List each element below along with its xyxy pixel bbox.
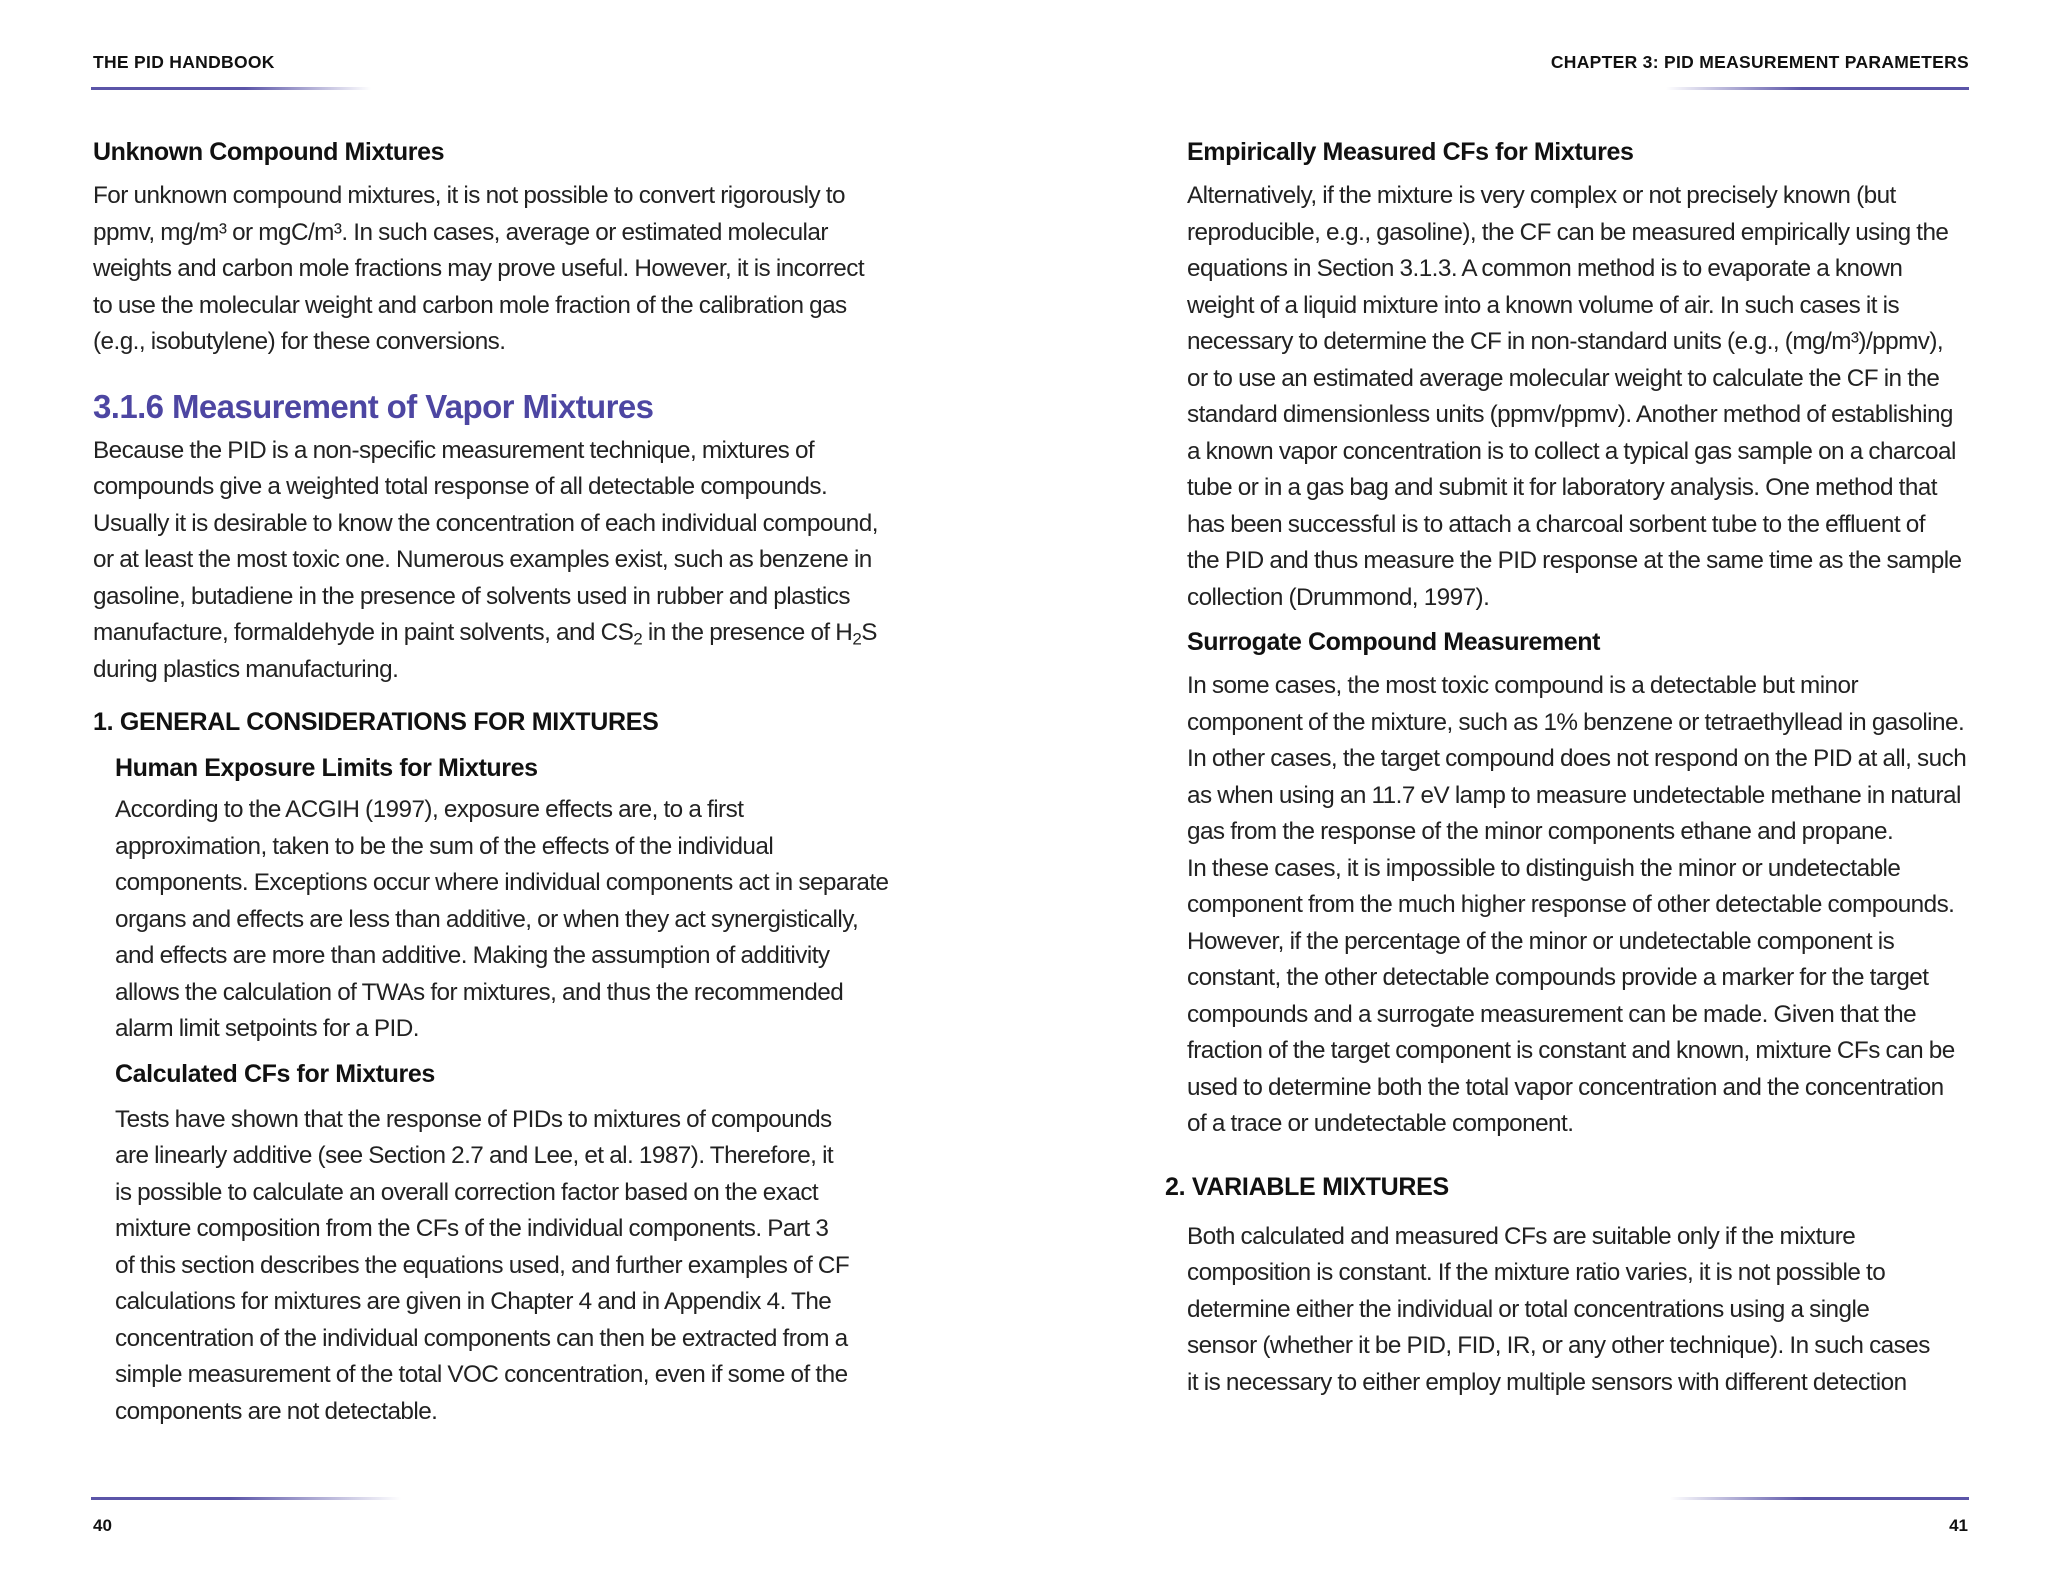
unknown-mixtures-paragraph: For unknown compound mixtures, it is not possible to convert rigorously to ppmv, mg/m³ or mgC/m³. In such cases, average or estimated molecular weights and carbon mole fractions may prove useful. However, it is incorrect to use the molecular weight and carbon mole fraction of the calibration gas (e.g., isobutylene) for these conversions.	[93, 182, 865, 355]
empirical-cfs-heading: Empirically Measured CFs for Mixtures	[1187, 138, 1634, 166]
exposure-limits-heading: Human Exposure Limits for Mixtures	[115, 754, 538, 782]
exposure-limits-paragraph: According to the ACGIH (1997), exposure effects are, to a first approximation, taken to be the sum of the effects of the individual components. Exceptions occur where individual components act in separate organs and effects are less than additive, or when they act synergistically, and effects are more than additive. Making the assumption of additivity allows the calculation of TWAs for mixtures, and thus the recommended alarm limit setpoints for a PID.	[115, 796, 889, 1042]
footer-rule-left	[91, 1497, 401, 1500]
left-page-column	[93, 132, 893, 1430]
running-header-left: THE PID HANDBOOK	[93, 52, 275, 72]
empirical-cfs-paragraph: Alternatively, if the mixture is very complex or not precisely known (but reproducible, e.g., gasoline), the CF can be measured empirically using the equations in Section 3.1.3. A common method is to evaporate a known weight of a liquid mixture into a known volume of air. In such cases it is necessary to determine the CF in non-standard units (e.g., (mg/m³)/ppmv), or to use an estimated average molecular weight to calculate the CF in the standard dimensionless units (ppmv/ppmv). Another method of establishing a known vapor concentration is to collect a typical gas sample on a charcoal tube or in a gas bag and submit it for laboratory analysis. One method that has been successful is to attach a charcoal sorbent tube to the effluent of the PID and thus measure the PID response at the same time as the sample collection (Drummond, 1997).	[1187, 182, 1962, 611]
header-rule-right	[1666, 87, 1969, 90]
calculated-cfs-paragraph: Tests have shown that the response of PIDs to mixtures of compounds are linearly additive (see Section 2.7 and Lee, et al. 1987). Therefore, it is possible to calculate an overall correction factor based on the exact mixture composition from the CFs of the individual components. Part 3 of this section describes the equations used, and further examples of CF calculations for mixtures are given in Chapter 4 and in Appendix 4. The concentration of the individual components can then be extracted from a simple measurement of the total VOC concentration, even if some of the components are not detectable.	[115, 1105, 850, 1425]
vapor-mixtures-paragraph: Because the PID is a non-specific measurement technique, mixtures of compounds give a weighted total response of all detectable compounds. Usually it is desirable to know the concentration of each individual compound, or at least the most toxic one. Numerous examples exist, such as benzene in gasoline, butadiene in the presence of solvents used in rubber and plastics manufacture, formaldehyde in paint solvents, and $CS_2$ in the presence of $H_2S$ during plastics manufacturing.	[93, 436, 878, 683]
footer-rule-right	[1670, 1497, 1969, 1500]
variable-mixtures-heading: 2. VARIABLE MIXTURES	[1165, 1172, 1449, 1201]
page-number-right: 41	[1949, 1516, 1968, 1535]
variable-mixtures-paragraph: Both calculated and measured CFs are suitable only if the mixture composition is constant. If the mixture ratio varies, it is not possible to determine either the individual or total concentrations using a single sensor (whether it be PID, FID, IR, or any other technique). In such cases it is necessary to either employ multiple sensors with different detection	[1187, 1222, 1930, 1396]
general-considerations-body	[115, 748, 893, 1430]
general-considerations-heading: 1. GENERAL CONSIDERATIONS FOR MIXTURES	[93, 708, 659, 736]
page-number-left: 40	[93, 1516, 112, 1535]
unknown-mixtures-heading: Unknown Compound Mixtures	[93, 138, 445, 166]
calculated-cfs-heading: Calculated CFs for Mixtures	[115, 1059, 435, 1088]
surrogate-heading: Surrogate Compound Measurement	[1187, 628, 1601, 656]
running-header-right: CHAPTER 3: PID MEASUREMENT PARAMETERS	[1550, 52, 1969, 72]
header-rule-left	[91, 87, 371, 90]
right-page-column	[1165, 132, 1977, 1401]
surrogate-paragraph: In some cases, the most toxic compound is a detectable but minor component of the mixture, such as 1% benzene or tetraethyllead in gasoline. In other cases, the target compound does not respond on the PID at all, such as when using an 11.7 eV lamp to measure undetectable methane in natural gas from the response of the minor components ethane and propane. In these cases, it is impossible to distinguish the minor or undetectable component from the much higher response of other detectable compounds. However, if the percentage of the minor or undetectable component is constant, the other detectable compounds provide a marker for the target compounds and a surrogate measurement can be made. Given that the fraction of the target component is constant and known, mixture CFs can be used to determine both the total vapor concentration and the concentration of a trace or undetectable component.	[1187, 672, 1967, 1137]
section-3-1-6-title: 3.1.6 Measurement of Vapor Mixtures	[93, 387, 654, 425]
